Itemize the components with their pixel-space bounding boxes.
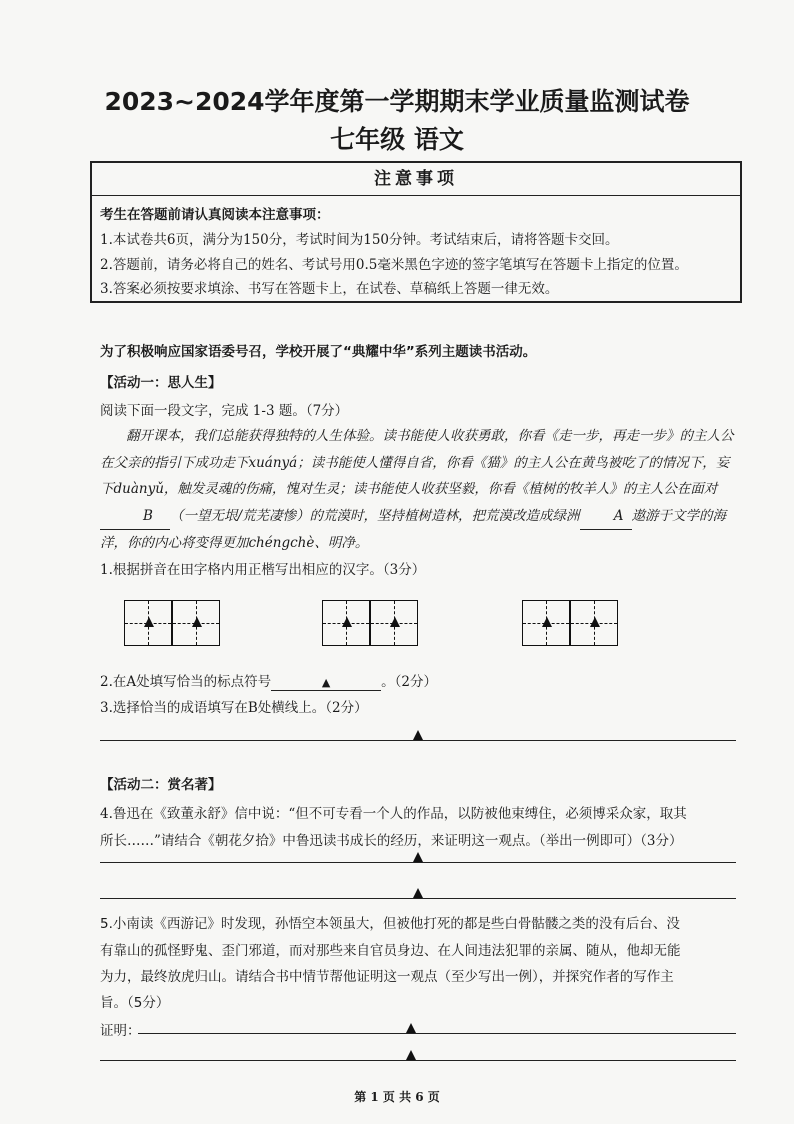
- answer-marker-icon: [413, 852, 423, 862]
- answer-marker-icon: [406, 1050, 416, 1060]
- answer-blank[interactable]: [271, 674, 381, 691]
- answer-marker-icon: [342, 617, 352, 627]
- notice-box: [90, 161, 742, 303]
- reading-passage: [100, 423, 740, 557]
- question-4-text: 4.鲁迅在《致董永舒》信中说：“但不可专看一个人的作品，以防被他束缚住，必须博采众家，取其: [100, 806, 687, 822]
- answer-line[interactable]: [100, 898, 736, 899]
- notice-line: 1.本试卷共6页，满分为150分，考试时间为150分钟。考试结束后，请将答题卡交回。: [100, 232, 619, 248]
- answer-line[interactable]: [100, 862, 736, 863]
- proof-label: 证明：: [100, 1023, 141, 1039]
- answer-marker-icon: [144, 617, 154, 627]
- notice-line: 2.答题前，请务必将自己的姓名、考试号用0.5毫米黑色字迹的签字笔填写在答题卡上指定的位置。: [100, 257, 688, 273]
- question-1: 1.根据拼音在田字格内用正楷写出相应的汉字。（3分）: [100, 562, 426, 578]
- answer-line[interactable]: [100, 1060, 736, 1061]
- answer-marker-icon: ▲: [321, 676, 331, 689]
- question-2-suffix: 。（2分）: [381, 674, 437, 690]
- answer-line[interactable]: [138, 1033, 736, 1034]
- question-2: [100, 670, 437, 691]
- exam-subtitle: 七年级 语文: [330, 125, 464, 154]
- blank-b: B: [100, 503, 170, 531]
- answer-marker-icon: [413, 730, 423, 740]
- blank-a: A: [580, 503, 632, 531]
- answer-marker-icon: [406, 1023, 416, 1033]
- notice-line: 3.答案必须按要求填涂、书写在答题卡上，在试卷、草稿纸上答题一律无效。: [100, 281, 559, 297]
- notice-line: 考生在答题前请认真阅读本注意事项：: [100, 207, 330, 223]
- activity2-heading: 【活动二：赏名著】: [100, 777, 222, 793]
- answer-marker-icon: [390, 617, 400, 627]
- question-5-line3: 为力，最终放虎归山。请结合书中情节帮他证明这一观点（至少写出一例），并探究作者的写作主: [100, 969, 674, 985]
- tianzige-box[interactable]: [522, 600, 570, 646]
- intro-text: 为了积极响应国家语委号召，学校开展了“典耀中华”系列主题读书活动。: [100, 344, 537, 360]
- answer-line[interactable]: [100, 740, 736, 741]
- question-4-line1: [100, 802, 687, 822]
- answer-marker-icon: [590, 617, 600, 627]
- passage-part2: （一望无垠/荒芜凄惨）的荒漠时，坚持植树造林，把荒漠改造成绿洲: [170, 507, 580, 524]
- question-4-line2: [100, 829, 683, 849]
- answer-marker-icon: [542, 617, 552, 627]
- question-3: 3.选择恰当的成语填写在B处横线上。（2分）: [100, 700, 368, 716]
- tianzige-box[interactable]: [570, 600, 618, 646]
- tianzige-box[interactable]: [322, 600, 370, 646]
- answer-marker-icon: [192, 617, 202, 627]
- tianzige-box[interactable]: [172, 600, 220, 646]
- answer-marker-icon: [413, 888, 423, 898]
- question-5-line1: 5.小南读《西游记》时发现，孙悟空本领虽大，但被他打死的都是些白骨骷髅之类的没有后台、没: [100, 916, 680, 932]
- question-2-prefix: 2.在A处填写恰当的标点符号: [100, 674, 272, 690]
- tianzige-box[interactable]: [124, 600, 172, 646]
- question-4-text: 所长……”请结合《朝花夕拾》中鲁迅读书成长的经历，来证明这一观点。（举出一例即可）（3分）: [100, 833, 683, 849]
- passage-part1: 翻开课本，我们总能获得独特的人生体验。读书能使人收获勇敢，你看《走一步，再走一步》的主人公在父亲的指引下成功走下xuányá；读书能使人懂得自省，你看《猫》的主人公在黄鸟被吃了的情况下，妄下duànyǔ，触发灵魂的伤痛，愧对生灵；读书能使人收获坚毅，你看《植树的牧羊人》的主人公在面对: [100, 428, 734, 497]
- page-footer: 第 1 页 共 6 页: [354, 1090, 440, 1104]
- passage-part3: 遨游于文学的海洋，你的内心将变得更加chéngchè、明净。: [100, 507, 727, 551]
- notice-heading: 注意事项: [92, 163, 740, 196]
- activity1-heading: 【活动一：思人生】: [100, 375, 222, 391]
- exam-title: 2023~2024学年度第一学期期末学业质量监测试卷: [104, 87, 690, 116]
- tianzige-box[interactable]: [370, 600, 418, 646]
- activity1-instruction: 阅读下面一段文字，完成 1-3 题。（7分）: [100, 403, 349, 419]
- question-5-line4: 旨。（5分）: [100, 995, 170, 1011]
- question-5-line2: 有靠山的孤怪野鬼、歪门邪道，而对那些来自官员身边、在人间违法犯罪的亲属、随从，他却无能: [100, 943, 681, 959]
